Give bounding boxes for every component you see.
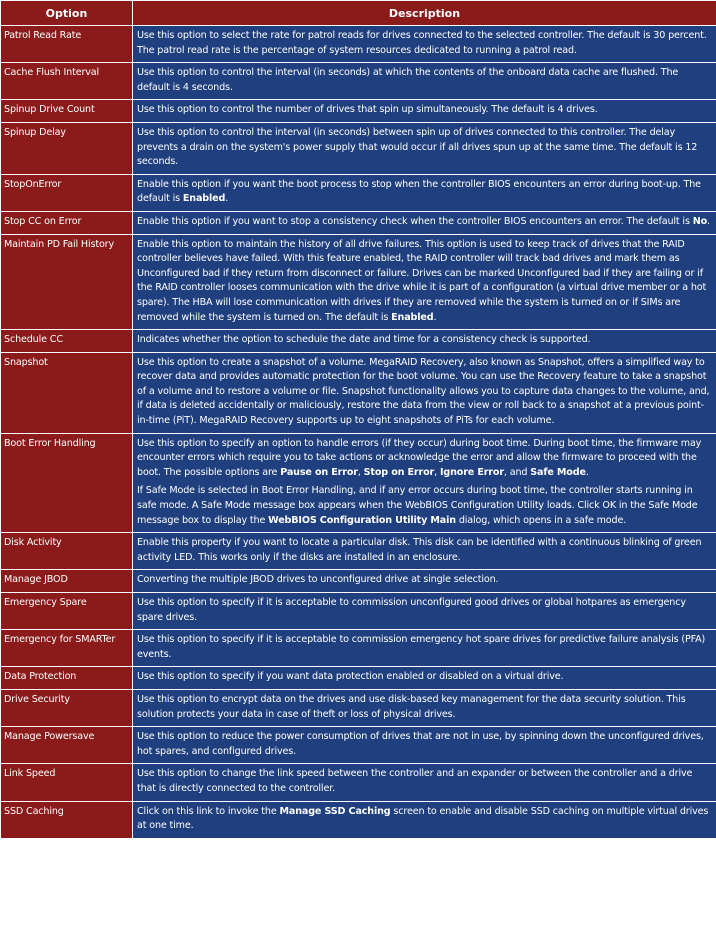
description-cell bbox=[133, 234, 716, 330]
table-row bbox=[1, 122, 716, 174]
table-row bbox=[1, 667, 716, 690]
description-cell: Use this option to control the interval (in seconds) between spin up of drives connected to this controller. The delay prevents a drain on the system's power supply that would occur if all drives spun up at the same time. The default is 12 seconds. bbox=[133, 122, 716, 174]
option-cell: Boot Error Handling bbox=[1, 433, 133, 533]
description-cell: Use this option to control the number of drives that spin up simultaneously. The default is 4 drives. bbox=[133, 100, 716, 123]
table-row bbox=[1, 234, 716, 330]
table-row bbox=[1, 63, 716, 100]
description-cell: Enable this property if you want to locate a particular disk. This disk can be identified with a continuous blinking of green activity LED. This works only if the disks are installed in an enclosure. bbox=[133, 533, 716, 570]
separator: , and bbox=[503, 466, 531, 478]
description-text: Click on this link to invoke the bbox=[137, 805, 280, 817]
table-row bbox=[1, 801, 716, 838]
header-row bbox=[1, 1, 716, 26]
description-cell bbox=[133, 211, 716, 234]
description-text: Enable this option if you want the boot process to stop when the controller BIOS encounters an error during boot-up. The default is bbox=[137, 178, 701, 205]
option-cell: Emergency Spare bbox=[1, 593, 133, 630]
description-text: Enable this option if you want to stop a consistency check when the controller BIOS encounters an error. The default is bbox=[137, 215, 693, 227]
option-cell: Spinup Drive Count bbox=[1, 100, 133, 123]
description-text: Use this option to specify an option to handle errors (if they occur) during boot time. During boot time, the firmware may encounter errors which require you to take actions or acknowledge the error and allow the firmware to proceed with the boot. The possible options are bbox=[137, 437, 702, 478]
description-paragraph bbox=[137, 437, 712, 481]
table-row bbox=[1, 630, 716, 667]
table-row bbox=[1, 764, 716, 801]
description-text: screen to enable and disable SSD caching on multiple virtual drives at one time. bbox=[137, 805, 709, 832]
table-row bbox=[1, 533, 716, 570]
description-cell: Use this option to change the link speed between the controller and an expander or between the controller and a drive that is directly connected to the controller. bbox=[133, 764, 716, 801]
description-cell: Use this option to specify if it is acceptable to commission emergency hot spare drives for predictive failure analysis (PFA) events. bbox=[133, 630, 716, 667]
option-cell: Patrol Read Rate bbox=[1, 26, 133, 63]
table-row bbox=[1, 593, 716, 630]
option-cell: Stop CC on Error bbox=[1, 211, 133, 234]
table-row bbox=[1, 330, 716, 353]
description-cell bbox=[133, 174, 716, 211]
table-row bbox=[1, 26, 716, 63]
description-paragraph bbox=[137, 484, 712, 528]
description-cell: Use this option to specify if you want data protection enabled or disabled on a virtual drive. bbox=[133, 667, 716, 690]
option-cell: Spinup Delay bbox=[1, 122, 133, 174]
option-cell: Emergency for SMARTer bbox=[1, 630, 133, 667]
option-cell: Schedule CC bbox=[1, 330, 133, 353]
description-text: . bbox=[585, 466, 589, 478]
description-text: . bbox=[707, 215, 710, 227]
option-cell: StopOnError bbox=[1, 174, 133, 211]
table-row bbox=[1, 727, 716, 764]
option-cell: Link Speed bbox=[1, 764, 133, 801]
description-cell bbox=[133, 433, 716, 533]
description-text: . bbox=[225, 193, 229, 205]
separator: , bbox=[357, 466, 364, 478]
description-cell: Use this option to encrypt data on the drives and use disk-based key management for the data security solution. This solution protects your data in case of theft or loss of physical drives. bbox=[133, 689, 716, 726]
description-column-header: Description bbox=[133, 1, 716, 26]
description-text: If Safe Mode is selected in Boot Error Handling, and if any error occurs during boot time, the controller starts running in safe mode. A Safe Mode message box appears when the WebBIOS Configuration Utility loads. Click OK in the Safe Mode message box to display the bbox=[137, 485, 698, 526]
option-value-ignore: Ignore Error bbox=[439, 466, 504, 478]
option-cell: Cache Flush Interval bbox=[1, 63, 133, 100]
option-cell: Snapshot bbox=[1, 352, 133, 433]
description-cell: Converting the multiple JBOD drives to unconfigured drive at single selection. bbox=[133, 570, 716, 593]
default-value: Enabled bbox=[391, 311, 434, 323]
table-row bbox=[1, 174, 716, 211]
default-value: No bbox=[692, 215, 708, 227]
dialog-name: WebBIOS Configuration Utility Main bbox=[268, 514, 456, 526]
option-column-header: Option bbox=[1, 1, 133, 26]
table-row bbox=[1, 433, 716, 533]
option-cell: Drive Security bbox=[1, 689, 133, 726]
separator: , bbox=[434, 466, 440, 478]
screen-name: Manage SSD Caching bbox=[279, 805, 391, 817]
description-text: dialog, which opens in a safe mode. bbox=[455, 514, 627, 526]
option-value-pause: Pause on Error bbox=[280, 466, 358, 478]
table-row bbox=[1, 352, 716, 433]
description-cell: Use this option to reduce the power consumption of drives that are not in use, by spinning down the unconfigured drives, hot spares, and configured drives. bbox=[133, 727, 716, 764]
description-cell: Use this option to control the interval (in seconds) at which the contents of the onboard data cache are flushed. The default is 4 seconds. bbox=[133, 63, 716, 100]
description-cell bbox=[133, 801, 716, 838]
description-cell: Use this option to create a snapshot of a volume. MegaRAID Recovery, also known as Snapshot, offers a simplified way to recover data and provides automatic protection for the boot volume. You can use the Recovery feature to take a snapshot of a volume and to restore a volume or file. Snapshot functionality allows you to capture data changes to the volume, and, if data is deleted accidentally or maliciously, restore the data from the view or roll back to a snapshot at a previous point-in-time (PiT). MegaRAID Recovery supports up to eight snapshots of PiTs for each volume. bbox=[133, 352, 716, 433]
option-cell: Manage JBOD bbox=[1, 570, 133, 593]
option-value-safe-mode: Safe Mode bbox=[530, 466, 586, 478]
option-value-stop: Stop on Error bbox=[363, 466, 435, 478]
description-cell: Indicates whether the option to schedule the date and time for a consistency check is supported. bbox=[133, 330, 716, 353]
option-cell: SSD Caching bbox=[1, 801, 133, 838]
default-value: Enabled bbox=[182, 193, 226, 205]
option-cell: Manage Powersave bbox=[1, 727, 133, 764]
option-cell: Data Protection bbox=[1, 667, 133, 690]
description-cell: Use this option to select the rate for patrol reads for drives connected to the selected controller. The default is 30 percent. The patrol read rate is the percentage of system resources dedicated to running a patrol read. bbox=[133, 26, 716, 63]
description-text: Enable this option to maintain the history of all drive failures. This option is used to keep track of drives that the RAID controller believes have failed. With this feature enabled, the RAID controller will track bad drives and mark them as Unconfigured bad if they return from disconnect or failure. Drives can be marked Unconfigured bad if they are failing or if the RAID controller looses communication with the drive while it is part of a configuration (a virtual drive member or a hot spare). The HBA will lose communication with drives if they are removed while the system is turned on or if SIMs are removed while the system is turned on. The default is bbox=[137, 238, 707, 323]
table-row bbox=[1, 689, 716, 726]
description-cell: Use this option to specify if it is acceptable to commission unconfigured good drives or global hotpares as emergency spare drives. bbox=[133, 593, 716, 630]
description-text: . bbox=[433, 311, 437, 323]
option-cell: Maintain PD Fail History bbox=[1, 234, 133, 330]
table-row bbox=[1, 211, 716, 234]
table-row bbox=[1, 570, 716, 593]
option-cell: Disk Activity bbox=[1, 533, 133, 570]
table-row bbox=[1, 100, 716, 123]
